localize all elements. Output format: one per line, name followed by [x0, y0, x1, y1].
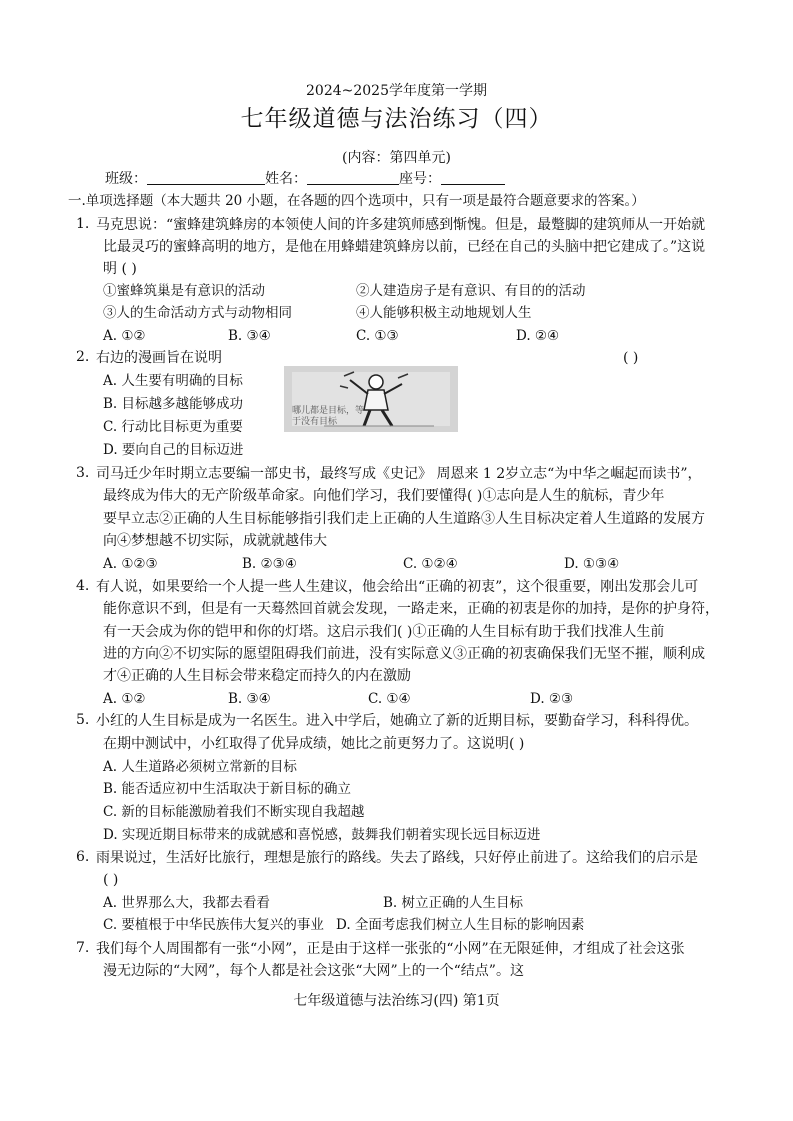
question-number: 1.: [76, 216, 90, 232]
class-label: 班级：: [105, 171, 147, 187]
question-number: 4.: [76, 578, 90, 594]
question-text: 要早立志②正确的人生目标能够指引我们走上正确的人生道路③人生目标决定着人生道路的发展方: [103, 511, 705, 527]
question-number: 3.: [76, 465, 90, 481]
statement-item: ④人能够积极主动地规划人生: [356, 305, 532, 321]
name-blank[interactable]: [307, 170, 399, 185]
option-a[interactable]: A. ①②③: [103, 556, 158, 572]
option-d[interactable]: D. 全面考虑我们树立人生目标的影响因素: [336, 917, 585, 933]
cartoon-caption: 哪儿都是目标，等于没有目标: [292, 406, 365, 427]
option-d[interactable]: D. 实现近期目标带来的成就感和喜悦感，鼓舞我们朝着实现长远目标迈进: [103, 827, 541, 843]
question-text: 比最灵巧的蜜蜂高明的地方，是他在用蜂蜡建筑蜂房以前，已经在自己的头脑中把它建成了。”这说: [103, 239, 706, 255]
statement-item: ③人的生命活动方式与动物相同: [103, 305, 292, 321]
question-text: 有一天会成为你的铠甲和你的灯塔。这启示我们( )①正确的人生目标有助于我们找准人生前: [103, 624, 665, 640]
option-a[interactable]: A. 世界那么大，我都去看看: [103, 895, 270, 911]
option-c[interactable]: C. ①②④: [403, 556, 458, 572]
student-info-line: [105, 168, 505, 188]
option-c[interactable]: C. ①③: [356, 328, 399, 344]
page-title: 七年级道德与法治练习（四）: [240, 106, 553, 132]
seat-blank[interactable]: [441, 170, 505, 185]
option-c[interactable]: C. 行动比目标更为重要: [103, 419, 243, 435]
option-b[interactable]: B. ③④: [228, 691, 271, 707]
option-b[interactable]: B. ③④: [228, 328, 271, 344]
question-text: 进的方向②不切实际的愿望阻碍我们前进，没有实际意义③正确的初衷确保我们无坚不摧，顺利成: [103, 646, 705, 662]
option-b[interactable]: B. 树立正确的人生目标: [383, 895, 524, 911]
option-d[interactable]: D. ②③: [530, 691, 574, 707]
cartoon-image: [284, 366, 458, 432]
page-footer: 七年级道德与法治练习(四) 第1页: [293, 993, 500, 1009]
question-text: 向④梦想越不切实际，成就就越伟大: [103, 533, 327, 549]
option-a[interactable]: A. 人生道路必须树立常新的目标: [103, 759, 297, 775]
seat-label: 座号：: [399, 171, 441, 187]
option-b[interactable]: B. 能否适应初中生活取决于新目标的确立: [103, 781, 352, 797]
answer-paren: ( ): [623, 350, 639, 366]
option-d[interactable]: D. ②④: [516, 328, 560, 344]
question-text: 小红的人生目标是成为一名医生。进入中学后，她确立了新的近期目标，要勤奋学习，科科得优。: [96, 713, 698, 729]
option-c[interactable]: C. 新的目标能激励着我们不断实现自我超越: [103, 804, 365, 820]
question-text: 司马迁少年时期立志要编一部史书，最终写成《史记》 周恩来 1 2岁立志“为中华之崛起而读书”，: [96, 466, 702, 482]
question-number: 2.: [76, 349, 90, 365]
class-blank[interactable]: [147, 170, 265, 185]
question-text: 雨果说过，生活好比旅行，理想是旅行的路线。失去了路线，只好停止前进了。这给我们的启示是: [96, 850, 698, 866]
option-b[interactable]: B. 目标越多越能够成功: [103, 396, 244, 412]
question-number: 6.: [76, 849, 90, 865]
option-d[interactable]: D. 要向自己的目标迈进: [103, 442, 244, 458]
option-b[interactable]: B. ②③④: [242, 556, 297, 572]
option-a[interactable]: A. ①②: [103, 328, 146, 344]
school-year: 2024~2025学年度第一学期: [306, 83, 487, 99]
content-scope: (内容：第四单元): [342, 150, 451, 166]
statement-item: ①蜜蜂筑巢是有意识的活动: [103, 283, 265, 299]
question-text: 漫无边际的“大网”，每个人都是社会这张“大网”上的一个“结点”。这: [103, 963, 524, 979]
question-text: 右边的漫画旨在说明: [96, 350, 222, 366]
statement-item: ②人建造房子是有意识、有目的的活动: [356, 283, 586, 299]
name-label: 姓名：: [265, 171, 307, 187]
question-text: 最终成为伟大的无产阶级革命家。向他们学习，我们要懂得( )①志向是人生的航标，青少年: [103, 488, 665, 504]
option-d[interactable]: D. ①③④: [564, 556, 620, 572]
question-text: 明 ( ): [103, 261, 137, 277]
section-heading: 一.单项选择题（本大题共 20 小题，在各题的四个选项中，只有一项是最符合题意要求的答案。）: [68, 193, 645, 209]
option-a[interactable]: A. ①②: [103, 691, 146, 707]
option-a[interactable]: A. 人生要有明确的目标: [103, 373, 243, 389]
question-number: 5.: [76, 712, 90, 728]
question-text: 在期中测试中，小红取得了优异成绩，她比之前更努力了。这说明( ): [103, 736, 525, 752]
answer-paren: ( ): [103, 872, 119, 888]
option-c[interactable]: C. ①④: [368, 691, 411, 707]
question-text: 有人说，如果要给一个人提一些人生建议，他会给出“正确的初衷”，这个很重要，刚出发那会儿可: [96, 579, 699, 595]
question-text: 才④正确的人生目标会带来稳定而持久的内在激励: [103, 668, 411, 684]
option-c[interactable]: C. 要植根于中华民族伟大复兴的事业: [103, 917, 324, 933]
question-text: 我们每个人周围都有一张“小网”，正是由于这样一张张的“小网”在无限延伸，才组成了社会这张: [96, 941, 685, 957]
question-text: 马克思说：“蜜蜂建筑蜂房的本领使人间的许多建筑师感到惭愧。但是，最蹩脚的建筑师从一开始就: [96, 217, 706, 233]
question-text: 能你意识不到，但是有一天蓦然回首就会发现，一路走来，正确的初衷是你的加持，是你的护身符，: [103, 601, 719, 617]
question-number: 7.: [76, 940, 90, 956]
